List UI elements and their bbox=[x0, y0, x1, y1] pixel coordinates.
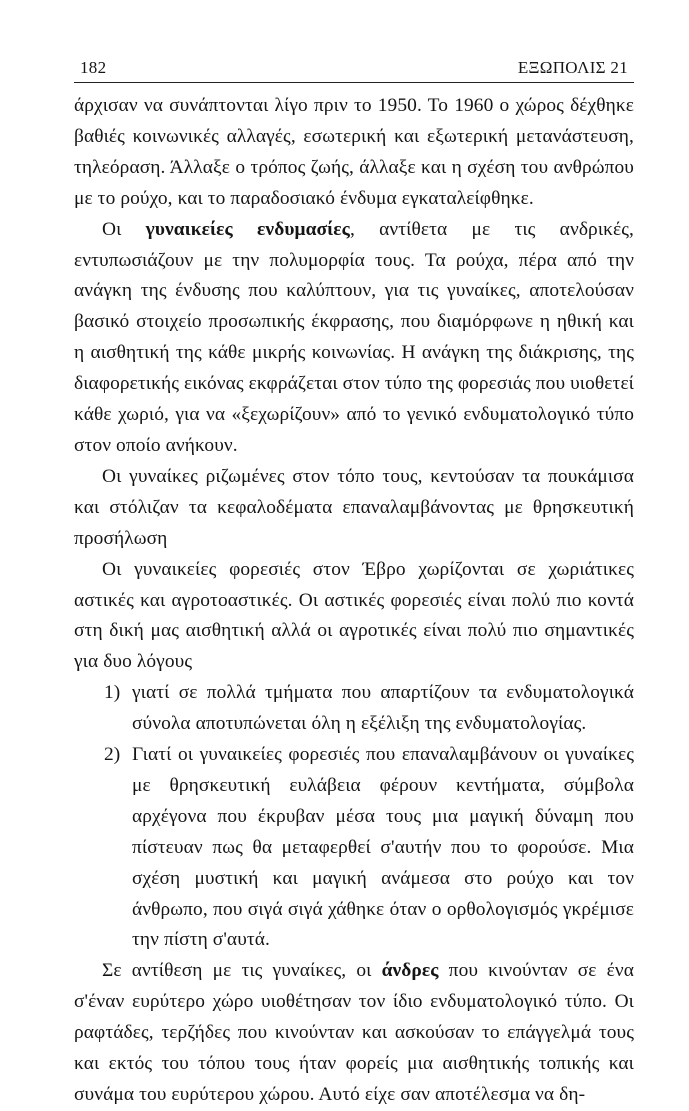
paragraph-2-rest: , αντίθετα με τις ανδρικές, εντυπωσιάζουν με την πολυμορφία τους. Τα ρούχα, πέρα από την ανάγκη της ένδυσης που καλύπτουν, για τις γυναίκες, αποτελούσαν βασικό στοιχείο προσωπικής έκφρασης, που διαμόρφωνε η ηθική και η αισθητική της κάθε μικρής κοινωνίας. Η ανάγκη της διάκρισης, της διαφορετικής εικόνας εκφράζεται στον τύπο της φορεσιάς που υιοθετεί κάθε χωριό, για να «ξεχωρίζουν» από το γενικό ενδυματολογικό τύπο στον οποίο ανήκουν. bbox=[74, 218, 635, 456]
paragraph-5-rest: που κινούνταν σε ένα σ'έναν ευρύτερο χώρο υιοθέτησαν τον ίδιο ενδυματολογικό τύπο. Οι ραφτάδες, τερζήδες που κινούνταν και ασκούσαν το επάγγελμά τους και εκτός του τόπου τους ήταν φορείς μια αισθητικής τοπικής και συνάμα του ευρύτερου χώρου. Αυτό είχε σαν αποτέλεσμα να δη- bbox=[74, 960, 634, 1105]
running-header bbox=[74, 58, 634, 83]
reasons-list bbox=[74, 678, 634, 956]
list-item-number: 2) bbox=[104, 744, 121, 766]
list-item-number: 1) bbox=[104, 682, 121, 704]
bold-term-womens-costumes: γυναικείες ενδυμασίες bbox=[145, 218, 350, 240]
list-item-text: Γιατί οι γυναικείες φορεσιές που επαναλαμβάνουν οι γυναίκες με θρησκευτική ευλάβεια φέρουν κεντήματα, σύμβολα αρχέγονα που έκρυβαν μέσα τους μια μαγική δύναμη που πίστευαν πως θα μεταφερθεί σ'αυτήν που το φορούσε. Μια σχέση μυστική και μαγική ανάμεσα στο ρούχο και τον άνθρωπο, που σιγά σιγά χάθηκε όταν ο ορθολογισμός γκρέμισε την πίστη σ'αυτά. bbox=[132, 744, 634, 951]
body-text bbox=[74, 91, 634, 1111]
running-title: ΕΞΩΠΟΛΙΣ 21 bbox=[517, 58, 628, 77]
paragraph-5 bbox=[74, 956, 634, 1111]
paragraph-3: Οι γυναίκες ριζωμένες στον τόπο τους, κεντούσαν τα πουκάμισα και στόλιζαν τα κεφαλοδέματα επαναλαμβάνοντας με θρησκευτική προσήλωση bbox=[74, 465, 634, 549]
paragraph-5-start: Σε αντίθεση με τις γυναίκες, οι bbox=[102, 960, 382, 982]
paragraph-2-start: Οι bbox=[102, 218, 146, 240]
paragraph-1: άρχισαν να συνάπτονται λίγο πριν το 1950. Το 1960 ο χώρος δέχθηκε βαθιές κοινωνικές αλλαγές, εσωτερική και εξωτερική μετανάστευση, τηλεόραση. Άλλαξε ο τρόπος ζωής, άλλαξε και η σχέση του ανθρώπου με το ρούχο, και το παραδοσιακό ένδυμα εγκαταλείφθηκε. bbox=[74, 95, 634, 209]
paragraph-2 bbox=[74, 215, 634, 462]
list-item-text: γιατί σε πολλά τμήματα που απαρτίζουν τα ενδυματολογικά σύνολα αποτυπώνεται όλη η εξέλιξη της ενδυματολογίας. bbox=[132, 682, 634, 735]
paragraph-4: Οι γυναικείες φορεσιές στον Έβρο χωρίζονται σε χωριάτικες αστικές και αγροτοαστικές. Οι αστικές φορεσιές είναι πολύ πιο κοντά στη δική μας αισθητική αλλά οι αγροτικές είναι πολύ πιο σημαντικές για δυο λόγους bbox=[74, 558, 634, 673]
list-item bbox=[74, 740, 634, 956]
book-page bbox=[74, 58, 634, 1111]
bold-term-men: άνδρες bbox=[381, 960, 439, 982]
list-item bbox=[74, 678, 634, 740]
page-number: 182 bbox=[80, 58, 107, 77]
